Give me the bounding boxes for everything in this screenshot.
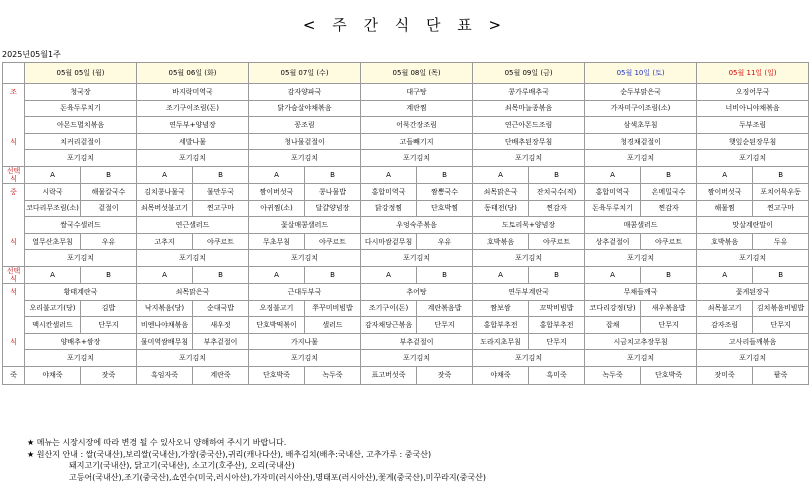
note-line: ★ 원산지 안내 : 쌀(국내산),보리쌀(국내산),가장(중국산),귀리(캐나다산), 배추김치(배추:국내산, 고추가루 : 중국산) xyxy=(27,449,432,459)
lunch-item: 포기김치 xyxy=(473,250,585,267)
meal-label xyxy=(3,350,25,367)
porridge-item-b: 잣죽 xyxy=(81,366,137,384)
lunch-item-b: 찐고구마 xyxy=(753,200,809,217)
lunch-item: 연근샐러드 xyxy=(137,217,249,234)
lunch-item-b: 잔치국수(적) xyxy=(529,183,585,200)
lunch-item-a: 무초무침 xyxy=(249,233,305,250)
dinner-item-b: 순대국밥 xyxy=(193,300,249,317)
dinner-item: 포기김치 xyxy=(137,350,249,367)
porridge-item-a: 야채죽 xyxy=(25,366,81,384)
dinner-item-b: 새우젓 xyxy=(193,317,249,334)
lunch-item-a: 열무산초무침 xyxy=(25,233,81,250)
meal-label xyxy=(3,100,25,117)
lunch-item-a: 아귀찜(소) xyxy=(249,200,305,217)
breakfast-item: 삼색초무침 xyxy=(585,117,697,134)
week-label: 2025년05월1주 xyxy=(2,50,61,59)
day-header: 05월 06일 (화) xyxy=(137,63,249,84)
dinner-item-b: 단무지 xyxy=(641,317,697,334)
meal-label xyxy=(3,317,25,334)
meal-label: 식 xyxy=(3,333,25,350)
dinner-item: 포기김치 xyxy=(249,350,361,367)
dinner-item-b: 단무지 xyxy=(81,317,137,334)
breakfast-item: 콩가루배추국 xyxy=(473,84,585,101)
lunch-item-a: 닭강정찜 xyxy=(361,200,417,217)
lunch-item-a: 홍합미역국 xyxy=(585,183,641,200)
breakfast-item: 오징어무국 xyxy=(697,84,809,101)
dinner-item-b: 김밥 xyxy=(81,300,137,317)
dinner-item-a: 홍합부추전 xyxy=(473,317,529,334)
option-a: A xyxy=(249,166,305,183)
day-header: 05월 10일 (토) xyxy=(585,63,697,84)
lunch-item-b: 찐감자 xyxy=(529,200,585,217)
lunch-item: 포기김치 xyxy=(697,250,809,267)
lunch-item-b: 단호박찜 xyxy=(417,200,473,217)
breakfast-item: 감자양파국 xyxy=(249,84,361,101)
dinner-item-b: 부추겉절이 xyxy=(193,333,249,350)
lunch-item-a: 김치콩나물국 xyxy=(137,183,193,200)
dinner-item-a: 잡채 xyxy=(585,317,641,334)
meal-label xyxy=(3,200,25,217)
meal-label: 조 xyxy=(3,84,25,101)
meal-label: 석 xyxy=(3,283,25,300)
breakfast-item: 계란찜 xyxy=(361,100,473,117)
dinner-item-b: 단무지 xyxy=(753,317,809,334)
lunch-item-a: 쇠목맑은국 xyxy=(473,183,529,200)
dinner-item-a: 비엔나야채볶음 xyxy=(137,317,193,334)
lunch-item-a: 돈육두루치기 xyxy=(585,200,641,217)
option-a: A xyxy=(473,266,529,283)
breakfast-item: 바지락미역국 xyxy=(137,84,249,101)
option-b: B xyxy=(529,166,585,183)
option-a: A xyxy=(25,266,81,283)
notes xyxy=(27,437,486,483)
lunch-item: 포기김치 xyxy=(249,250,361,267)
option-b: B xyxy=(417,166,473,183)
porridge-item-b: 단호박죽 xyxy=(641,366,697,384)
lunch-item: 우엉숙주볶음 xyxy=(361,217,473,234)
dinner-item-a: 단호박떡볶이 xyxy=(249,317,305,334)
meal-label xyxy=(3,150,25,167)
porridge-item-a: 녹두죽 xyxy=(585,366,641,384)
option-a: A xyxy=(361,166,417,183)
dinner-item: 황태계란국 xyxy=(25,283,137,300)
meal-label: 선택식 xyxy=(3,166,25,183)
dinner-item: 포기김치 xyxy=(361,350,473,367)
porridge-item-a: 흑임자죽 xyxy=(137,366,193,384)
dinner-item-b: 홍합부추전 xyxy=(529,317,585,334)
note-line: 고등어(국내산),조기(중국산),쇼연수(미국,러시아산),가자미(러시아산),명태포(러시아산),꽃게(중국산),미꾸라지(중국산) xyxy=(69,472,486,482)
day-header: 05월 05일 (월) xyxy=(25,63,137,84)
breakfast-item: 포기김치 xyxy=(473,150,585,167)
option-b: B xyxy=(81,166,137,183)
breakfast-item: 청국장 xyxy=(25,84,137,101)
breakfast-item: 포기김치 xyxy=(585,150,697,167)
breakfast-item: 돈육두루치기 xyxy=(25,100,137,117)
dinner-item-a: 도라지초무침 xyxy=(473,333,529,350)
dinner-item: 근대두부국 xyxy=(249,283,361,300)
porridge-item-b: 녹두죽 xyxy=(305,366,361,384)
lunch-item-a: 시락국 xyxy=(25,183,81,200)
dinner-item-b: 단무지 xyxy=(529,333,585,350)
dinner-item-b: 쭈꾸미비빔밥 xyxy=(305,300,361,317)
lunch-item-b: 우유 xyxy=(81,233,137,250)
page-title: < 주 간 식 단 표 > xyxy=(302,16,508,34)
porridge-item-a: 잣미죽 xyxy=(697,366,753,384)
day-header: 05월 11일 (일) xyxy=(697,63,809,84)
porridge-item-a: 야채죽 xyxy=(473,366,529,384)
lunch-item-b: 해물칼국수 xyxy=(81,183,137,200)
lunch-item-b: 온메밀국수 xyxy=(641,183,697,200)
dinner-item: 연두부계란국 xyxy=(473,283,585,300)
meal-label: 선택식 xyxy=(3,266,25,283)
lunch-item-b: 두유 xyxy=(753,233,809,250)
option-b: B xyxy=(529,266,585,283)
option-b: B xyxy=(193,266,249,283)
day-header: 05월 09일 (금) xyxy=(473,63,585,84)
option-b: B xyxy=(417,266,473,283)
breakfast-item: 포기김치 xyxy=(249,150,361,167)
lunch-item: 맛살계란말이 xyxy=(697,217,809,234)
dinner-item-a: 조기구이(돈) xyxy=(361,300,417,317)
dinner-item-a: 코다리강정(당) xyxy=(585,300,641,317)
dinner-item-b: 계란볶음밥 xyxy=(417,300,473,317)
dinner-item: 포기김치 xyxy=(697,350,809,367)
option-b: B xyxy=(641,266,697,283)
breakfast-item: 포기김치 xyxy=(137,150,249,167)
breakfast-item: 순두부맑은국 xyxy=(585,84,697,101)
lunch-item-b: 야쿠르트 xyxy=(529,233,585,250)
lunch-item-a: 짬이버섯국 xyxy=(697,183,753,200)
option-b: B xyxy=(753,266,809,283)
porridge-item-a: 단호박죽 xyxy=(249,366,305,384)
lunch-item: 매콤샐러드 xyxy=(585,217,697,234)
dinner-item-a: 짬보쌈 xyxy=(473,300,529,317)
breakfast-item: 두부조림 xyxy=(697,117,809,134)
dinner-item-b: 꼬막비빔밥 xyxy=(529,300,585,317)
breakfast-item: 너비아니야채볶음 xyxy=(697,100,809,117)
day-header: 05월 07일 (수) xyxy=(249,63,361,84)
dinner-item-b: 새우볶음밥 xyxy=(641,300,697,317)
dinner-item: 포기김치 xyxy=(473,350,585,367)
porridge-item-b: 흑미죽 xyxy=(529,366,585,384)
lunch-item-a: 쇠목버섯불고기 xyxy=(137,200,193,217)
lunch-item-b: 물만두국 xyxy=(193,183,249,200)
lunch-item-a: 상추겉절이 xyxy=(585,233,641,250)
porridge-item-b: 잣죽 xyxy=(417,366,473,384)
note-line: ★ 메뉴는 시장시장에 따라 변경 될 수 있사오니 양해하여 주시기 바랍니다. xyxy=(27,438,287,447)
breakfast-item: 청나물겉절이 xyxy=(249,133,361,150)
breakfast-item: 연두부+양념장 xyxy=(137,117,249,134)
lunch-item-a: 호박볶음 xyxy=(473,233,529,250)
lunch-item-a: 동태전(당) xyxy=(473,200,529,217)
note-line: 돼지고기(국내산), 닭고기(국내산), 소고기(호주산), 오리(국내산) xyxy=(69,461,295,470)
option-a: A xyxy=(137,266,193,283)
option-a: A xyxy=(697,266,753,283)
dinner-item: 가지나물 xyxy=(249,333,361,350)
breakfast-item: 쇠목마늘종볶음 xyxy=(473,100,585,117)
lunch-item-a: 해물찜 xyxy=(697,200,753,217)
breakfast-item: 닭가슴살야채볶음 xyxy=(249,100,361,117)
porridge-item-b: 계란죽 xyxy=(193,366,249,384)
lunch-item-b: 포치어묵우동 xyxy=(753,183,809,200)
dinner-item-b: 단무지 xyxy=(417,317,473,334)
dinner-item: 고사리들깨볶음 xyxy=(697,333,809,350)
dinner-item: 쇠목맑은국 xyxy=(137,283,249,300)
dinner-item-a: 물미역쌈배무침 xyxy=(137,333,193,350)
porridge-item-a: 표고버섯죽 xyxy=(361,366,417,384)
dinner-item-b: 김치볶음비빔밥 xyxy=(753,300,809,317)
breakfast-item: 고들빼기지 xyxy=(361,133,473,150)
dinner-item-a: 오징불고기 xyxy=(249,300,305,317)
breakfast-item: 청경채겉절이 xyxy=(585,133,697,150)
dinner-item-b: 샐러드 xyxy=(305,317,361,334)
lunch-item-b: 찐고구마 xyxy=(193,200,249,217)
lunch-item-b: 찐감자 xyxy=(641,200,697,217)
lunch-item: 꽃살매콤샐러드 xyxy=(249,217,361,234)
dinner-item-a: 감자조림 xyxy=(697,317,753,334)
meal-label: 식 xyxy=(3,233,25,250)
lunch-item-b: 야쿠르트 xyxy=(641,233,697,250)
option-a: A xyxy=(585,166,641,183)
lunch-item-a: 호박볶음 xyxy=(697,233,753,250)
lunch-item: 포기김치 xyxy=(25,250,137,267)
option-a: A xyxy=(137,166,193,183)
option-b: B xyxy=(81,266,137,283)
breakfast-item: 포기김치 xyxy=(697,150,809,167)
breakfast-item: 단배추된장무침 xyxy=(473,133,585,150)
lunch-item-b: 겉절이 xyxy=(81,200,137,217)
option-b: B xyxy=(305,266,361,283)
lunch-item-b: 야쿠르트 xyxy=(193,233,249,250)
lunch-item: 도토리묵+양념장 xyxy=(473,217,585,234)
breakfast-item: 세발나물 xyxy=(137,133,249,150)
breakfast-item: 아몬드멸치볶음 xyxy=(25,117,137,134)
dinner-item: 포기김치 xyxy=(585,350,697,367)
lunch-item: 포기김치 xyxy=(585,250,697,267)
menu-table xyxy=(2,62,809,385)
option-a: A xyxy=(249,266,305,283)
meal-label: 죽 xyxy=(3,366,25,384)
dinner-item: 부추겉절이 xyxy=(361,333,473,350)
lunch-item-a: 짬이버섯국 xyxy=(249,183,305,200)
lunch-item: 쌀국수샐러드 xyxy=(25,217,137,234)
breakfast-item: 가자미구이조림(소) xyxy=(585,100,697,117)
dinner-item-a: 감자채당근볶음 xyxy=(361,317,417,334)
lunch-item-b: 우유 xyxy=(417,233,473,250)
dinner-item: 시금치고추장무침 xyxy=(585,333,697,350)
dinner-item-a: 맥시칸샐러드 xyxy=(25,317,81,334)
breakfast-item: 포기김치 xyxy=(25,150,137,167)
porridge-item-b: 팥죽 xyxy=(753,366,809,384)
breakfast-item: 연근아몬드조림 xyxy=(473,117,585,134)
breakfast-item: 어묵간장조림 xyxy=(361,117,473,134)
dinner-item: 꽃게된장국 xyxy=(697,283,809,300)
option-a: A xyxy=(697,166,753,183)
lunch-item-a: 코다리무조림(소) xyxy=(25,200,81,217)
day-header: 05월 08일 (목) xyxy=(361,63,473,84)
corner-cell xyxy=(3,63,25,84)
dinner-item-a: 쇠목불고기 xyxy=(697,300,753,317)
breakfast-item: 치커리겉절이 xyxy=(25,133,137,150)
lunch-item-b: 야쿠르트 xyxy=(305,233,361,250)
lunch-item-a: 홍합미역국 xyxy=(361,183,417,200)
lunch-item: 포기김치 xyxy=(137,250,249,267)
meal-label xyxy=(3,300,25,317)
option-a: A xyxy=(585,266,641,283)
dinner-item: 포기김치 xyxy=(25,350,137,367)
breakfast-item: 꽁조림 xyxy=(249,117,361,134)
option-a: A xyxy=(361,266,417,283)
meal-label xyxy=(3,250,25,267)
breakfast-item: 햇잎순된장무침 xyxy=(697,133,809,150)
dinner-item-a: 오리불고기(당) xyxy=(25,300,81,317)
lunch-item: 포기김치 xyxy=(361,250,473,267)
meal-label: 식 xyxy=(3,133,25,150)
breakfast-item: 대구탕 xyxy=(361,84,473,101)
lunch-item-a: 다시마쌈겉무침 xyxy=(361,233,417,250)
breakfast-item: 조기구이조림(돈) xyxy=(137,100,249,117)
meal-label xyxy=(3,117,25,134)
breakfast-item: 포기김치 xyxy=(361,150,473,167)
option-b: B xyxy=(193,166,249,183)
lunch-item-b: 짬뽕국수 xyxy=(417,183,473,200)
lunch-item-b: 달걀양념장 xyxy=(305,200,361,217)
option-a: A xyxy=(473,166,529,183)
option-b: B xyxy=(305,166,361,183)
meal-label: 중 xyxy=(3,183,25,200)
meal-label xyxy=(3,217,25,234)
option-a: A xyxy=(25,166,81,183)
lunch-item-b: 콩나물밥 xyxy=(305,183,361,200)
dinner-item-a: 낙지볶음(당) xyxy=(137,300,193,317)
lunch-item-a: 고추지 xyxy=(137,233,193,250)
dinner-item: 추어탕 xyxy=(361,283,473,300)
option-b: B xyxy=(753,166,809,183)
option-b: B xyxy=(641,166,697,183)
dinner-item: 양배추+쌈장 xyxy=(25,333,137,350)
dinner-item: 무채들깨국 xyxy=(585,283,697,300)
